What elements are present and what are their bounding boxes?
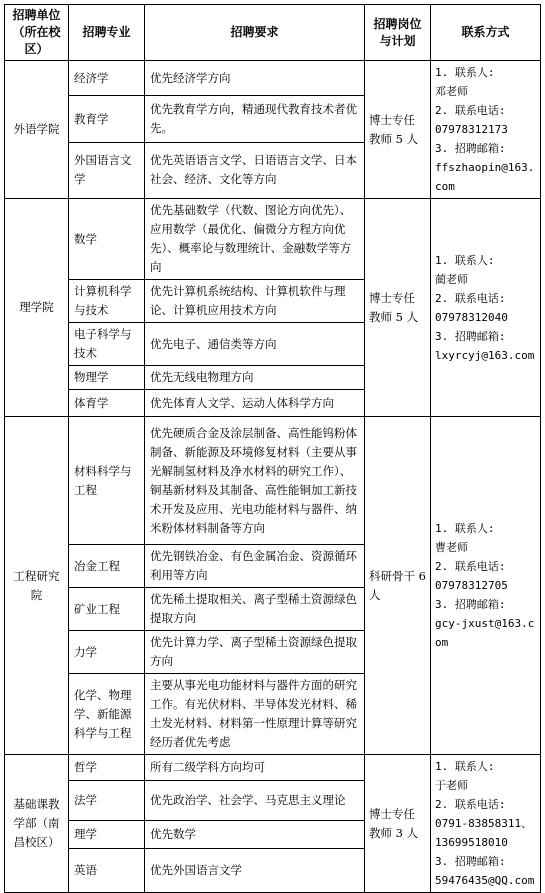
plan-cell: 博士专任教师 3 人 xyxy=(365,755,431,893)
contact-line: 1. 联系人: xyxy=(435,66,495,79)
requirement-cell: 主要从事光电功能材料与器件方面的研究工作。有光伏材料、半导体发光材料、稀土发光材料、材料第一性原理计算等研究经历者优先考虑 xyxy=(145,674,365,755)
major-cell: 物理学 xyxy=(69,366,145,390)
unit-name: 基础课教学部（南昌校区） xyxy=(5,755,69,893)
requirement-cell: 优先数学 xyxy=(145,820,365,848)
contact-line: 2. 联系电话: xyxy=(435,104,506,117)
major-cell: 体育学 xyxy=(69,390,145,417)
requirement-cell: 优先无线电物理方向 xyxy=(145,366,365,390)
contact-line: ffszhaopin@163.com xyxy=(435,161,535,193)
major-cell: 英语 xyxy=(69,849,145,893)
major-cell: 法学 xyxy=(69,781,145,821)
requirement-cell: 优先外国语言文学 xyxy=(145,849,365,893)
unit-name: 工程研究院 xyxy=(5,417,69,755)
contact-line: 邓老师 xyxy=(435,85,468,98)
contact-line: 07978312173 xyxy=(435,123,508,136)
major-cell: 哲学 xyxy=(69,755,145,781)
major-cell: 经济学 xyxy=(69,61,145,96)
contact-line: 3. 招聘邮箱: xyxy=(435,329,506,343)
requirement-cell: 优先英语语言文学、日语语言文学、日本社会、经济、文化等方向 xyxy=(145,142,365,198)
contact-cell xyxy=(431,199,541,417)
major-cell: 化学、物理学、新能源科学与工程 xyxy=(69,674,145,755)
major-cell: 理学 xyxy=(69,820,145,848)
major-cell: 数学 xyxy=(69,199,145,280)
table-row xyxy=(5,417,541,545)
contact-line: lxyrcyj@163.com xyxy=(435,348,535,362)
contact-line: 2. 联系电话: xyxy=(435,291,506,305)
requirement-cell: 优先硬质合金及涂层制备、高性能钨粉体制备、新能源及环境修复材料（主要从事光解制氢材料及净水材料的研究工作）、铜基新材料及其制备、高性能铜加工新技术开发及应用、光电功能材料与器件、纳米粉体材料制备等方向 xyxy=(145,417,365,545)
contact-line: 07978312040 xyxy=(435,310,508,324)
requirement-cell: 优先计算机系统结构、计算机软件与理论、计算机应用技术方向 xyxy=(145,280,365,323)
header-unit: 招聘单位（所在校区） xyxy=(5,5,69,61)
contact-line: 1. 联系人: xyxy=(435,253,495,267)
contact-line: 59476435@QQ.com xyxy=(435,874,535,887)
major-cell: 冶金工程 xyxy=(69,545,145,588)
header-contact: 联系方式 xyxy=(431,5,541,61)
requirement-cell: 优先基础数学（代数、图论方向优先）、应用数学（最优化、偏微分方程方向优先）、概率论与数理统计、金融数学等方向 xyxy=(145,199,365,280)
contact-line: 1. 联系人: xyxy=(435,760,495,773)
requirement-cell: 优先体育人文学、运动人体科学方向 xyxy=(145,390,365,417)
requirement-cell: 优先政治学、社会学、马克思主义理论 xyxy=(145,781,365,821)
table-row xyxy=(5,61,541,96)
contact-line: 蔺老师 xyxy=(435,272,468,286)
contact-line: 0791-83858311、13699518010 xyxy=(435,817,533,849)
major-cell: 力学 xyxy=(69,631,145,674)
major-cell: 电子科学与技术 xyxy=(69,323,145,366)
requirement-cell: 所有二级学科方向均可 xyxy=(145,755,365,781)
plan-cell: 博士专任教师 5 人 xyxy=(365,199,431,417)
requirement-cell: 优先经济学方向 xyxy=(145,61,365,96)
table-row xyxy=(5,199,541,280)
contact-cell xyxy=(431,61,541,199)
requirement-cell: 优先计算力学、离子型稀土资源绿色提取方向 xyxy=(145,631,365,674)
header-row xyxy=(5,5,541,61)
contact-line: 3. 招聘邮箱: xyxy=(435,142,506,155)
contact-cell xyxy=(431,417,541,755)
header-major: 招聘专业 xyxy=(69,5,145,61)
recruitment-table xyxy=(4,4,541,893)
header-requirement: 招聘要求 xyxy=(145,5,365,61)
contact-line: 3. 招聘邮箱: xyxy=(435,598,506,611)
unit-name: 理学院 xyxy=(5,199,69,417)
major-cell: 计算机科学与技术 xyxy=(69,280,145,323)
contact-line: 2. 联系电话: xyxy=(435,798,506,811)
major-cell: 外国语言文学 xyxy=(69,142,145,198)
requirement-cell: 优先稀土提取相关、离子型稀土资源绿色提取方向 xyxy=(145,588,365,631)
contact-line: gcy-jxust@163.com xyxy=(435,617,535,649)
contact-cell xyxy=(431,755,541,893)
unit-name: 外语学院 xyxy=(5,61,69,199)
contact-line: 于老师 xyxy=(435,779,468,792)
contact-line: 2. 联系电话: xyxy=(435,560,506,573)
requirement-cell: 优先电子、通信类等方向 xyxy=(145,323,365,366)
contact-line: 3. 招聘邮箱: xyxy=(435,855,506,868)
requirement-cell: 优先钢铁冶金、有色金属冶金、资源循环利用等方向 xyxy=(145,545,365,588)
plan-cell: 博士专任教师 5 人 xyxy=(365,61,431,199)
requirement-cell: 优先教育学方向，精通现代教育技术者优先。 xyxy=(145,96,365,143)
header-plan: 招聘岗位与计划 xyxy=(365,5,431,61)
contact-line: 1. 联系人: xyxy=(435,522,495,535)
contact-line: 07978312705 xyxy=(435,579,508,592)
major-cell: 材料科学与工程 xyxy=(69,417,145,545)
major-cell: 教育学 xyxy=(69,96,145,143)
contact-line: 曹老师 xyxy=(435,541,468,554)
table-row xyxy=(5,755,541,781)
plan-cell: 科研骨干 6 人 xyxy=(365,417,431,755)
major-cell: 矿业工程 xyxy=(69,588,145,631)
